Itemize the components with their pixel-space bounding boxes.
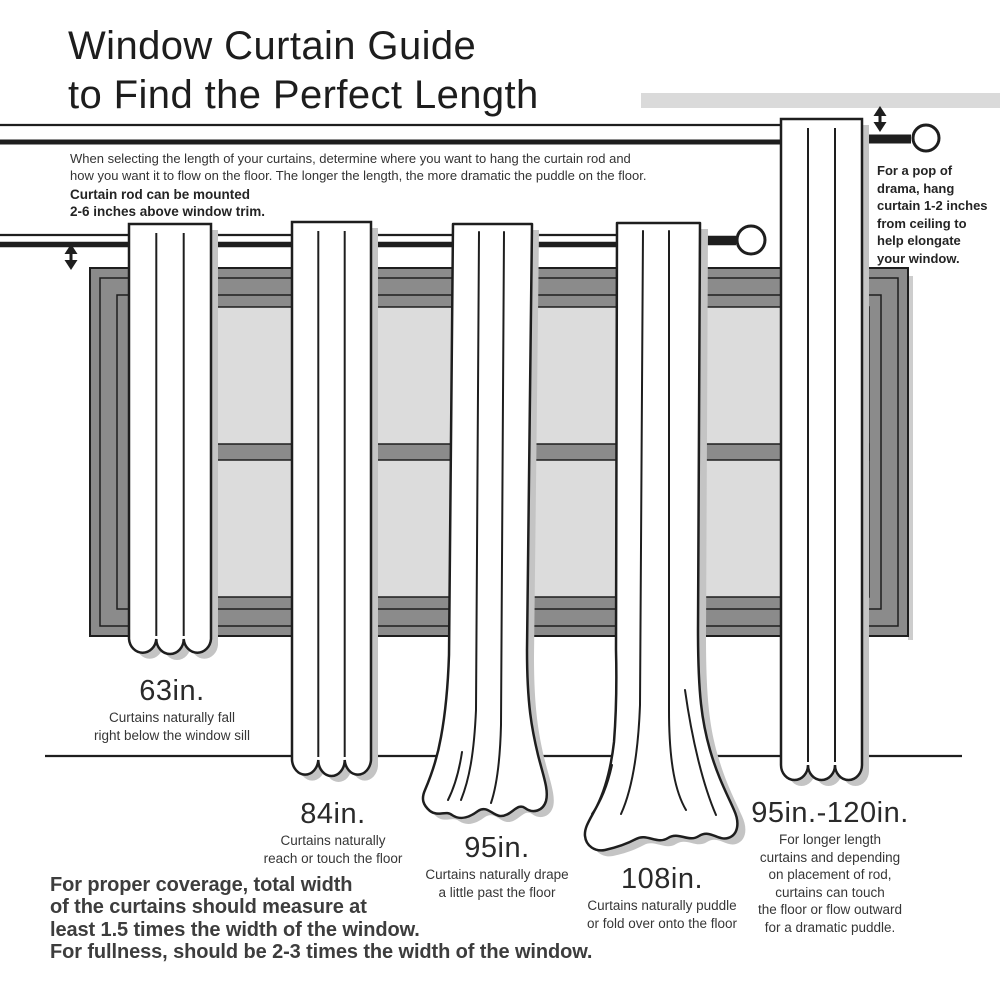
curtain-63in: [129, 224, 218, 660]
ceiling-hang-note: [877, 162, 988, 268]
mount-height-arrow-icon: [65, 244, 78, 270]
title-line-2: to Find the Perfect Length: [68, 73, 539, 117]
drama-note-line: your window.: [877, 250, 960, 266]
drama-note-line: help elongate: [877, 233, 961, 249]
curtain-size-95-120in: 95in.-120in.: [751, 797, 909, 829]
desc-line: right below the window sill: [93, 727, 251, 743]
drama-note-line: drama, hang: [877, 180, 955, 196]
curtain-desc-63in: [52, 709, 292, 744]
curtain-desc-95-120in: [710, 831, 950, 936]
desc-line: on placement of rod,: [768, 867, 892, 882]
curtain-size-63in: 63in.: [139, 675, 205, 707]
desc-line: reach or touch the floor: [263, 850, 403, 866]
desc-line: For longer length: [778, 832, 882, 847]
upper-rod-finial: [913, 125, 939, 151]
desc-line: Curtains naturally drape: [425, 867, 569, 882]
curtain-size-95in: 95in.: [464, 832, 530, 864]
coverage-line: least 1.5 times the width of the window.: [50, 918, 420, 941]
desc-line: or fold over onto the floor: [586, 915, 738, 931]
curtain-84in: [292, 222, 378, 782]
desc-line: Curtains naturally puddle: [587, 898, 737, 913]
rod-note-line-2: 2-6 inches above window trim.: [70, 204, 266, 219]
lower-rod-finial: [737, 226, 765, 254]
page-title: [68, 22, 539, 120]
curtain-size-84in: 84in.: [300, 798, 366, 830]
desc-line: for a dramatic puddle.: [764, 919, 896, 935]
desc-line: the floor or flow outward: [757, 902, 903, 917]
label-63in: [52, 677, 292, 744]
desc-line: curtains can touch: [775, 884, 885, 900]
coverage-note: [50, 874, 592, 964]
coverage-line: For proper coverage, total width: [50, 874, 353, 896]
coverage-line: of the curtains should measure at: [50, 896, 367, 919]
ceiling-line: [641, 93, 1000, 108]
intro-line-2: how you want it to flow on the floor. The longer the length, the more dramatic the puddle on the floor.: [70, 168, 647, 183]
intro-line-1: When selecting the length of your curtains, determine where you want to hang the curtain rod and: [70, 151, 631, 166]
rod-mounting-note: [70, 186, 265, 220]
coverage-line: For fullness, should be 2-3 times the width of the window.: [50, 941, 593, 964]
curtain-95-120in: [781, 119, 869, 786]
label-95-120in: [710, 799, 950, 936]
curtain-size-108in: 108in.: [620, 863, 703, 895]
desc-line: curtains and depending: [759, 849, 901, 865]
drama-note-line: curtain 1-2 inches: [877, 198, 988, 214]
desc-line: Curtains naturally: [280, 833, 386, 848]
drama-note-line: from ceiling to: [877, 215, 967, 231]
drama-note-line: For a pop of: [877, 163, 953, 178]
rod-note-line-1: Curtain rod can be mounted: [70, 187, 251, 202]
title-line-1: Window Curtain Guide: [68, 24, 477, 68]
ceiling-gap-arrow-icon: [874, 106, 887, 132]
desc-line: Curtains naturally fall: [108, 710, 236, 725]
intro-text: [70, 150, 646, 184]
desc-line: a little past the floor: [438, 884, 556, 900]
